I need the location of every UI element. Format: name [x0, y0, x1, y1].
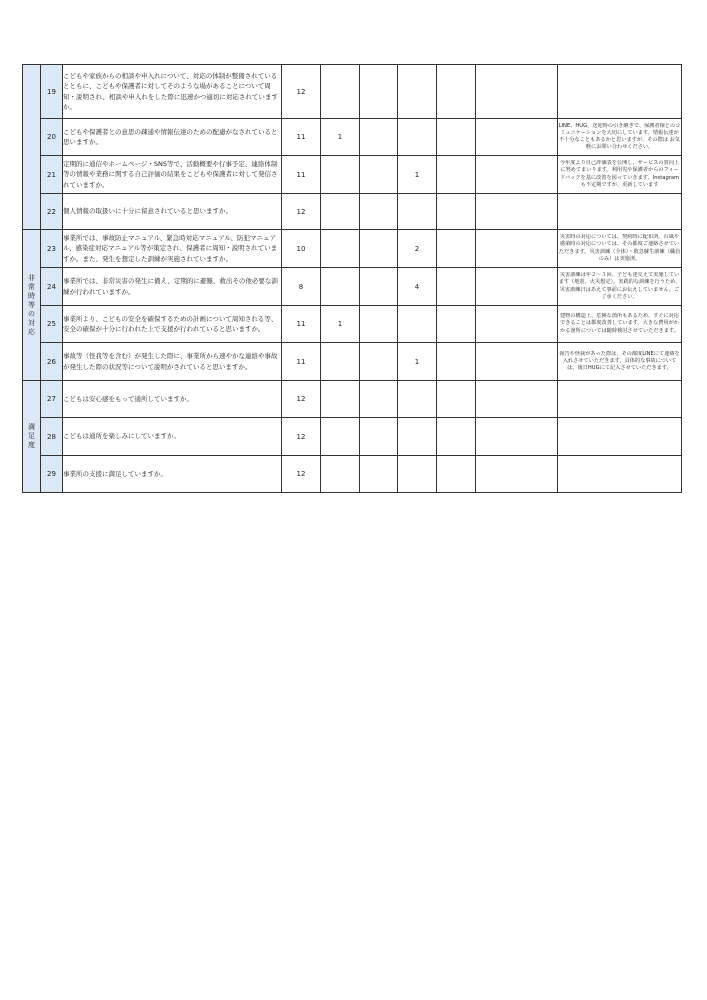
count-yes: 11 [282, 156, 321, 194]
count-no [437, 65, 476, 119]
question-number: 22 [41, 194, 63, 230]
empty-cell [476, 230, 558, 268]
comment-cell: LINE、HUG、送迎時の引き継ぎで、保護者様とのコミュニケーションを大切にしています。情報伝達が不十分なこともあるかと思いますが、その際は お気軽にお問い合わせください。 [558, 119, 682, 156]
count-somewhat-no [360, 268, 398, 306]
comment-cell [558, 65, 682, 119]
count-somewhat-yes: 1 [321, 119, 360, 156]
question-number: 28 [41, 418, 63, 456]
count-yes: 12 [282, 381, 321, 418]
empty-cell [476, 65, 558, 119]
table-row [23, 65, 682, 119]
count-somewhat-no [360, 306, 398, 343]
question-number: 20 [41, 119, 63, 156]
count-yes: 11 [282, 306, 321, 343]
count-no [437, 306, 476, 343]
count-yes: 12 [282, 194, 321, 230]
question-text: 事業所では、非常災害の発生に備え、定期的に避難、救出その他必要な訓練が行われていますか。 [63, 268, 282, 306]
empty-cell [476, 306, 558, 343]
count-no [437, 456, 476, 493]
question-text: こどもは通所を楽しみにしていますか。 [63, 418, 282, 456]
count-somewhat-no [360, 156, 398, 194]
count-no [437, 343, 476, 381]
question-text: 事故等（怪我等を含む）が発生した際に、事業所から速やかな連絡や事故が発生した際の状況等について説明がされていると思いますか。 [63, 343, 282, 381]
question-number: 25 [41, 306, 63, 343]
comment-cell: 報告や怪我があった際は、その都度LINEにて連絡を入れさせていただきます。具体的な事故については、後日HUGにて記入させていただきます。 [558, 343, 682, 381]
count-unknown: 4 [398, 268, 437, 306]
count-unknown [398, 194, 437, 230]
count-yes: 12 [282, 65, 321, 119]
count-somewhat-no [360, 230, 398, 268]
empty-cell [476, 156, 558, 194]
count-unknown: 1 [398, 156, 437, 194]
count-somewhat-no [360, 119, 398, 156]
table-row [23, 230, 682, 268]
table-row [23, 268, 682, 306]
count-yes: 11 [282, 343, 321, 381]
count-somewhat-no [360, 194, 398, 230]
section-cell-previous [23, 65, 41, 230]
count-unknown [398, 456, 437, 493]
question-text: 事業所の支援に満足していますか。 [63, 456, 282, 493]
table-row [23, 343, 682, 381]
count-somewhat-yes: 1 [321, 306, 360, 343]
count-somewhat-no [360, 381, 398, 418]
question-text: 事業所より、こどもの安全を確保するための計画について周知される等、安全の確保が十分に行われた上で支援が行われていると思いますか。 [63, 306, 282, 343]
question-number: 27 [41, 381, 63, 418]
question-text: 個人情報の取扱いに十分に留意されていると思いますか。 [63, 194, 282, 230]
count-no [437, 119, 476, 156]
question-text: 事業所では、事故防止マニュアル、緊急時対応マニュアル、防犯マニュアル、感染症対応マニュアル等が策定され、保護者に周知・説明されていますか。また、発生を想定した訓練が実施されていますか。 [63, 230, 282, 268]
empty-cell [476, 268, 558, 306]
count-no [437, 156, 476, 194]
empty-cell [476, 194, 558, 230]
empty-cell [476, 119, 558, 156]
count-no [437, 381, 476, 418]
comment-cell: 災害時の対応については、契約時に配布済。台風や感染時の対応については、その都度ご連絡させていただきます。災害訓練（全体）・救急蘇生訓練（職員のみ）は実施済。 [558, 230, 682, 268]
comment-cell: 建物の構造上、危険な箇所もあるため、すぐに対応できることは都度改善しています。大きな費用がかかる箇所については随時検討させていただきます。 [558, 306, 682, 343]
question-number: 19 [41, 65, 63, 119]
question-number: 26 [41, 343, 63, 381]
count-unknown: 1 [398, 343, 437, 381]
count-yes: 12 [282, 456, 321, 493]
table-row [23, 306, 682, 343]
table-row [23, 456, 682, 493]
count-somewhat-yes [321, 268, 360, 306]
count-somewhat-no [360, 418, 398, 456]
question-text: こどもは安心感をもって通所していますか。 [63, 381, 282, 418]
count-no [437, 230, 476, 268]
empty-cell [476, 343, 558, 381]
count-no [437, 268, 476, 306]
empty-cell [476, 418, 558, 456]
comment-cell [558, 418, 682, 456]
comment-cell [558, 194, 682, 230]
count-somewhat-yes [321, 230, 360, 268]
comment-cell [558, 381, 682, 418]
count-somewhat-no [360, 343, 398, 381]
count-yes: 11 [282, 119, 321, 156]
question-number: 23 [41, 230, 63, 268]
count-somewhat-yes [321, 156, 360, 194]
empty-cell [476, 456, 558, 493]
comment-cell: 今年度より自己評価表を公開し、サービスの質向上に努めてまいります。利用児や保護者からのフィードバックを基に改善を図っていきます。Instagramも不定期ですが、更新しています [558, 156, 682, 194]
table-row [23, 119, 682, 156]
count-somewhat-yes [321, 381, 360, 418]
count-yes: 8 [282, 268, 321, 306]
count-somewhat-yes [321, 194, 360, 230]
count-yes: 10 [282, 230, 321, 268]
count-unknown [398, 418, 437, 456]
count-somewhat-yes [321, 456, 360, 493]
section-label-satisfaction: 満足度 [23, 381, 41, 493]
table-row [23, 156, 682, 194]
count-unknown [398, 119, 437, 156]
count-unknown: 2 [398, 230, 437, 268]
count-somewhat-yes [321, 65, 360, 119]
survey-table [22, 64, 682, 493]
comment-cell: 災害訓練は年２～３回、子ども達交えて実施しています（地震、火災想定）。実践的な訓練を行うため、災害訓練日はあえて事前にお伝えしていません。ご了承ください。 [558, 268, 682, 306]
count-no [437, 194, 476, 230]
count-yes: 12 [282, 418, 321, 456]
question-number: 24 [41, 268, 63, 306]
section-label-emergency: 非常時等の対応 [23, 230, 41, 381]
table-row [23, 194, 682, 230]
question-number: 21 [41, 156, 63, 194]
count-unknown [398, 65, 437, 119]
question-text: こどもや家族からの相談や申入れについて、対応の体制が整備されているとともに、こどもや保護者に対してそのような場があることについて周知・説明され、相談や申入れをした際に迅速かつ適切に対応されていますか。 [63, 65, 282, 119]
count-somewhat-no [360, 456, 398, 493]
question-text: 定期的に通信やホームページ・SNS等で、活動概要や行事予定、連絡体制等の情報や業務に関する自己評価の結果をこどもや保護者に対して発信されていますか。 [63, 156, 282, 194]
empty-cell [476, 381, 558, 418]
count-unknown [398, 381, 437, 418]
question-text: こどもや保護者との意思の疎通や情報伝達のための配慮がなされていると思いますか。 [63, 119, 282, 156]
question-number: 29 [41, 456, 63, 493]
count-somewhat-yes [321, 418, 360, 456]
count-unknown [398, 306, 437, 343]
count-somewhat-no [360, 65, 398, 119]
table-row [23, 381, 682, 418]
count-somewhat-yes [321, 343, 360, 381]
comment-cell [558, 456, 682, 493]
table-row [23, 418, 682, 456]
count-no [437, 418, 476, 456]
